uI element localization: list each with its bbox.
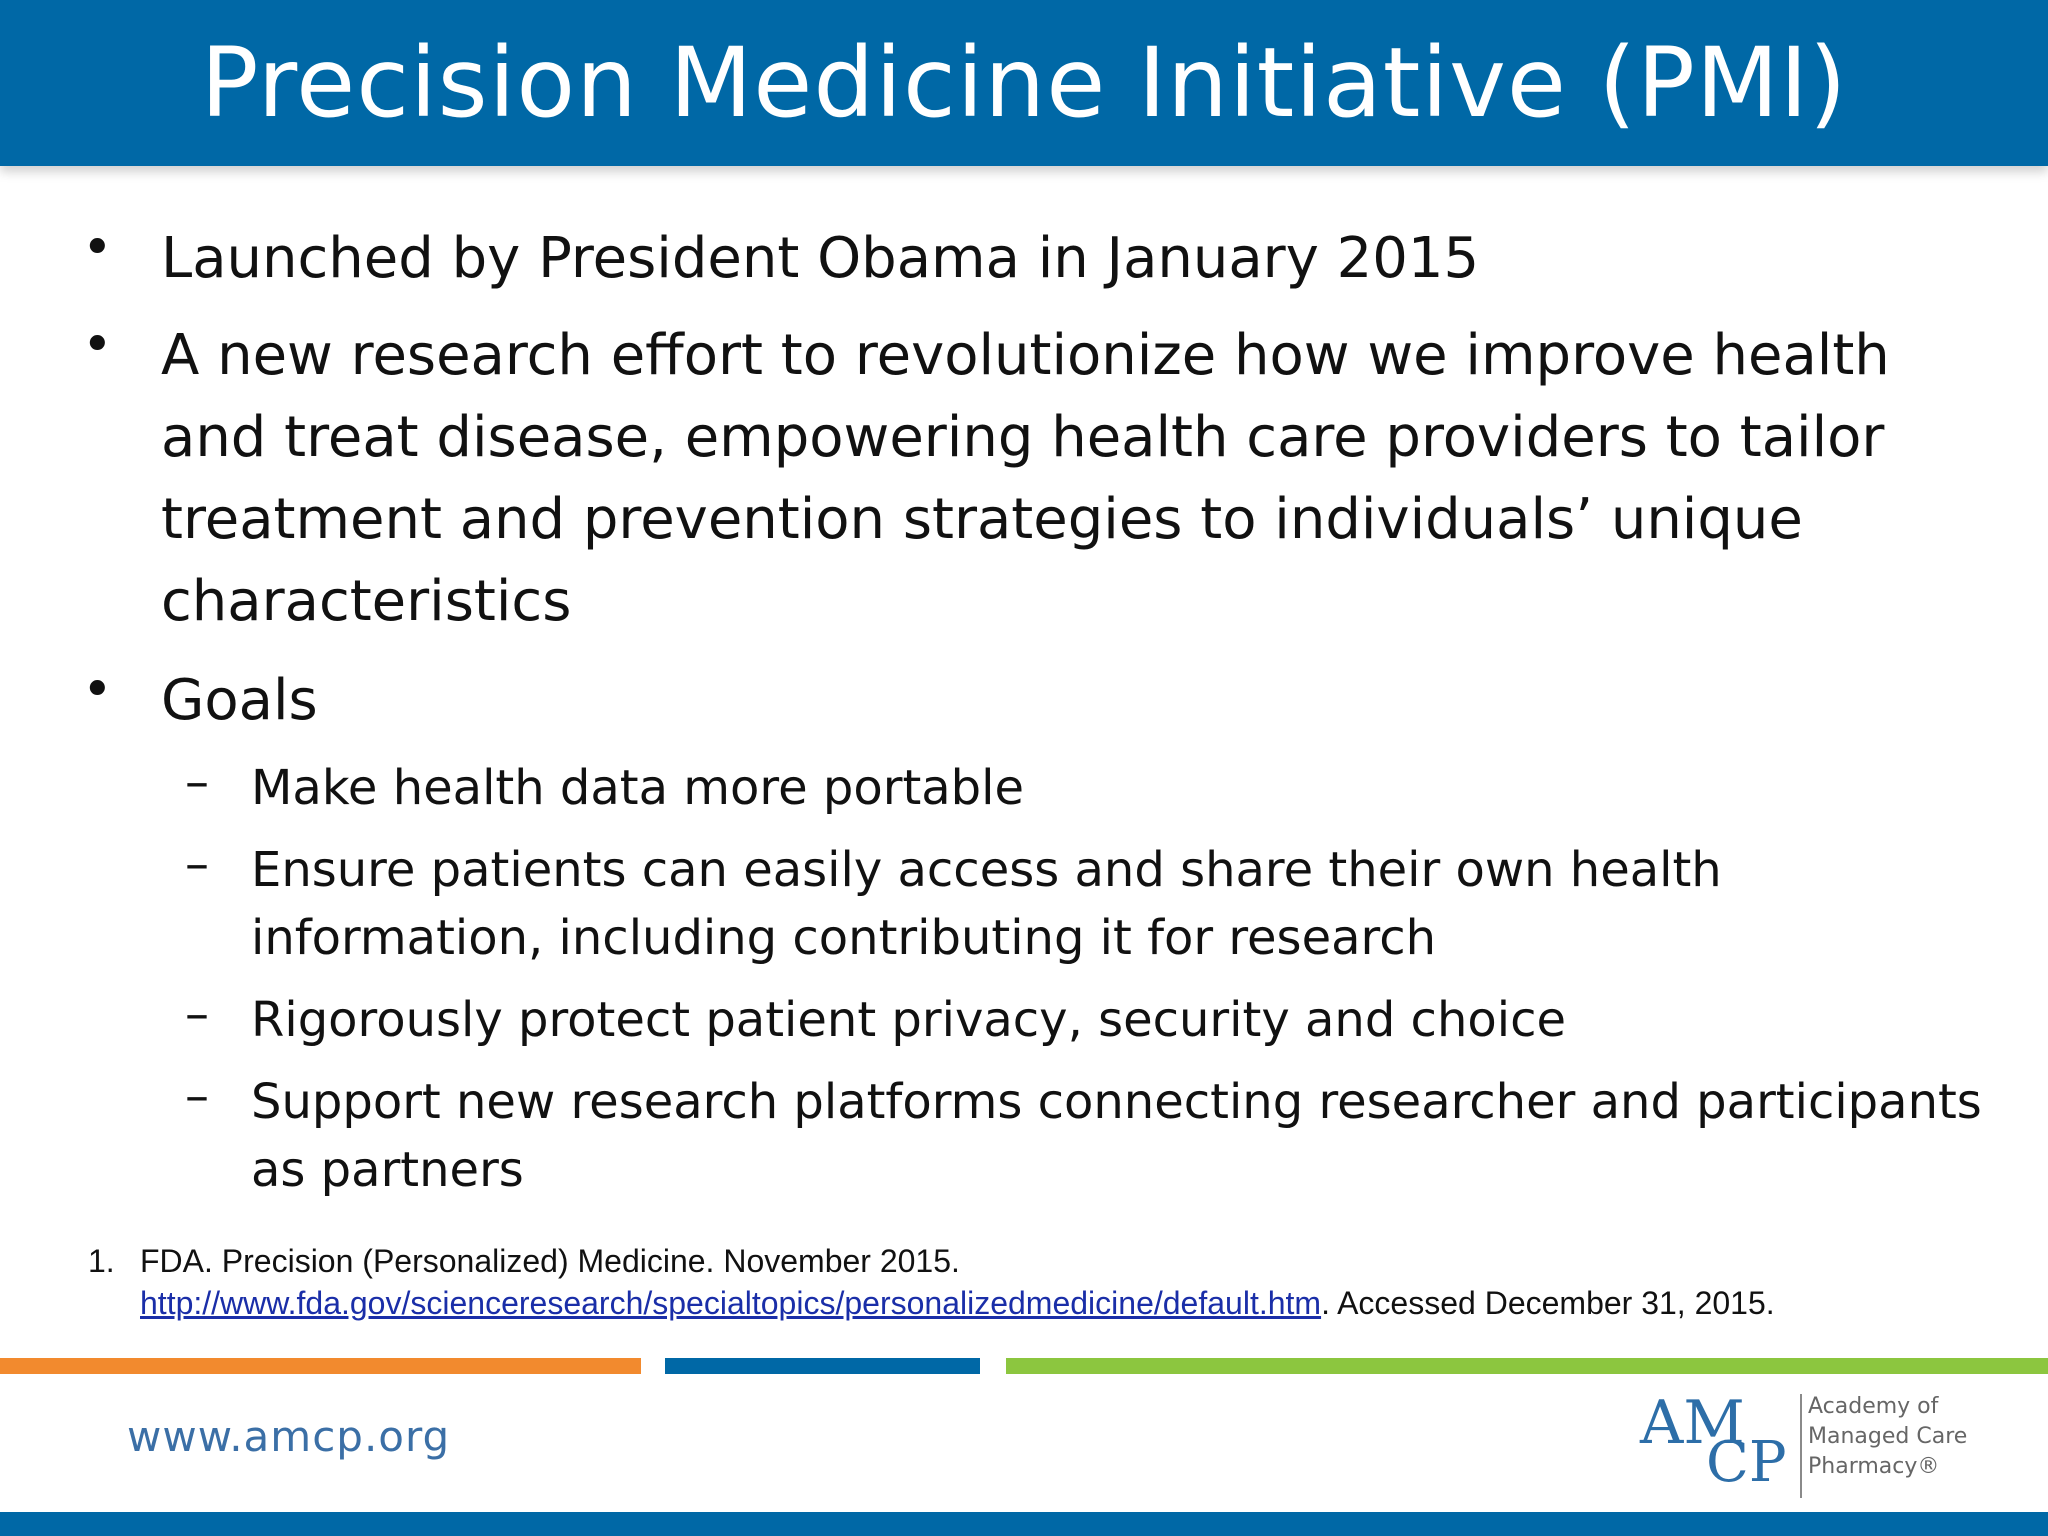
orange-stripe	[0, 1358, 641, 1374]
website-url[interactable]: www.amcp.org	[127, 1412, 451, 1461]
slide-title: Precision Medicine Initiative (PMI)	[200, 27, 1848, 139]
bullet-text: A new research effort to revolutionize how we improve health and treat disease, empowering health care providers to tailor treatment and prevention strategies to individuals’ unique characteristics	[161, 323, 1890, 634]
logo-cp: CP	[1706, 1430, 1787, 1495]
dash-marker: –	[185, 754, 209, 810]
goal-text: Rigorously protect patient privacy, security and choice	[251, 992, 1566, 1048]
logo-line: Pharmacy®	[1808, 1454, 1940, 1479]
bottom-bar	[0, 1512, 2048, 1536]
blue-stripe	[665, 1358, 980, 1374]
footnote-body	[140, 1240, 1980, 1324]
dash-marker: –	[185, 1068, 209, 1124]
logo-am: AM	[1640, 1388, 1745, 1458]
goal-text: Make health data more portable	[251, 760, 1025, 816]
amcp-logo	[1640, 1388, 1968, 1498]
dash-marker: –	[185, 836, 209, 892]
footnote-link-line	[140, 1282, 1980, 1324]
dash-marker: –	[185, 986, 209, 1042]
footnote-number: 1.	[88, 1243, 115, 1279]
footnote-link[interactable]: http://www.fda.gov/scienceresearch/specialtopics/personalizedmedicine/default.htm	[140, 1285, 1322, 1321]
bullet-marker: •	[82, 315, 113, 375]
bullet-text: Goals	[161, 668, 318, 733]
green-stripe	[1006, 1358, 2048, 1374]
bullet-text: Launched by President Obama in January 2015	[161, 226, 1480, 291]
title-bar	[0, 0, 2048, 166]
logo-line: Managed Care	[1808, 1424, 1968, 1449]
amcp-logo-mark	[1640, 1388, 1790, 1498]
bullet-marker: •	[82, 218, 113, 278]
logo-line: Academy of	[1808, 1394, 1939, 1419]
goal-text: Support new research platforms connecting researcher and participants as partners	[251, 1074, 1982, 1198]
bullet-marker: •	[82, 660, 113, 720]
logo-wordmark	[1808, 1392, 1968, 1482]
footnote-accessed: . Accessed December 31, 2015.	[1321, 1285, 1775, 1321]
goal-text: Ensure patients can easily access and share their own health information, including contributing it for research	[251, 842, 1722, 966]
footnote-citation: FDA. Precision (Personalized) Medicine. November 2015.	[140, 1243, 960, 1279]
logo-divider	[1800, 1394, 1802, 1498]
